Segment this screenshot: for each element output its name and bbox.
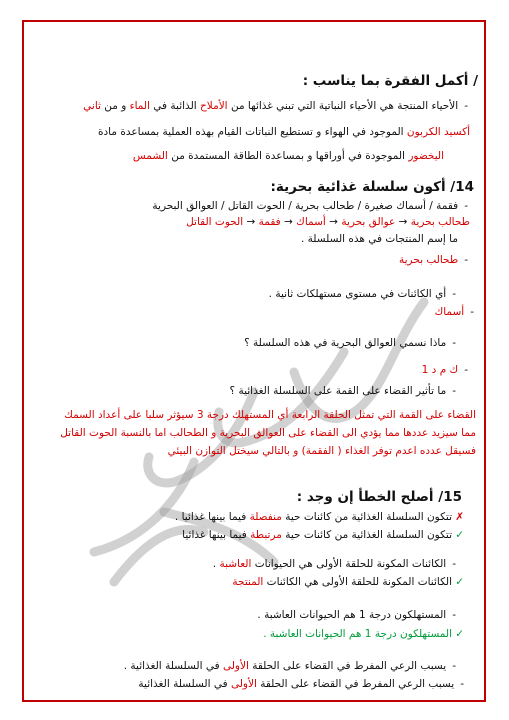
check-icon: ✓ [455,576,464,588]
answer-apex-line-1: القضاء على القمة التي تمثل الحلقة الرابعة أي المستهلك درجة 3 سيؤثر سلبا على أعداد السمك [64,409,476,421]
statement-1-wrong: ✗تتكون السلسلة الغذائية من كائنات حية منفصلة فيما بينها غذائيا . [174,511,464,523]
statement-4-confirmed: - يسبب الرعي المفرط في القضاء على الحلقة الأولى في السلسلة الغذائية [24,677,464,691]
worksheet-page [22,20,486,702]
paragraph-line-3: اليخضور الموجودة في أوراقها و بمساعدة الطاقة المستمدة من الشمس [132,150,444,162]
question-apex-removal: - ما تأثير القضاء على القمة على السلسلة الغذائية ؟ [24,384,456,398]
cross-icon: ✗ [455,511,464,523]
statement-1-corrected: ✓تتكون السلسلة الغذائية من كائنات حية مرتبطة فيما بينها غذائيا [182,529,464,541]
statement-2-wrong: - الكائنات المكونة للحلقة الأولى هي الحيوانات العاشبة . [24,557,456,571]
answer-secondary-consumers: - أسماك [24,305,474,319]
answer-apex-line-3: فسيقل عدده اعدم توفر الغذاء ( الفقمة) و بالتالي سيختل التوازن البيئي [167,445,476,457]
question-secondary-consumers: - أي الكائنات في مستوى مستهلكات ثانية . [24,287,456,301]
statement-3: - المستهلكون درجة 1 هم الحيوانات العاشبة . [24,608,456,622]
organism-list: - فقمة / أسماك صغيرة / طحالب بحرية / الحوت القاتل / العوالق البحرية [24,199,468,213]
statement-3-confirmed: ✓المستهلكون درجة 1 هم الحيوانات العاشبة . [263,628,464,640]
statement-2-corrected: ✓الكائنات المكونة للحلقة الأولى هي الكائنات المنتجة [232,576,464,588]
question-producers: ما إسم المنتجات في هذه السلسلة . [300,233,458,245]
paragraph-line-2: أكسيد الكربون الموجود في الهواء و تستطيع النباتات القيام بهذه العملية بمساعدة مادة [98,126,470,138]
section-title-food-chain: 14/ أكون سلسلة غذائية بحرية: [270,179,474,195]
question-plankton: - ماذا نسمي العوالق البحرية في هذه السلسلة ؟ [24,336,456,350]
statement-4: - يسبب الرعي المفرط في القضاء على الحلقة الأولى في السلسلة الغذائية . [24,659,456,673]
answer-plankton: - ك م د 1 [24,363,468,377]
check-icon: ✓ [455,529,464,541]
food-chain-answer: طحالب بحرية → عوالق بحرية → أسماك → فقمة → الحوت القاتل [186,216,470,228]
check-icon: ✓ [455,628,464,640]
paragraph-line-1: - الأحياء المنتجة هي الأحياء النباتية التي تبني غذائها من الأملاح الذائبة في الماء و من ثاني [24,99,468,113]
section-title-fill-paragraph: / أكمل الفقرة بما يناسب : [302,73,478,89]
watermark-logo [54,282,474,602]
answer-producers: - طحالب بحرية [24,253,468,267]
answer-apex-line-2: مما سيزيد عددها مما يؤدي الى القضاء على العوالق البحرية و الطحالب اما بالنسبة الحوت القاتل [60,427,476,439]
section-title-correct-errors: 15/ أصلح الخطأ إن وجد : [296,489,462,505]
